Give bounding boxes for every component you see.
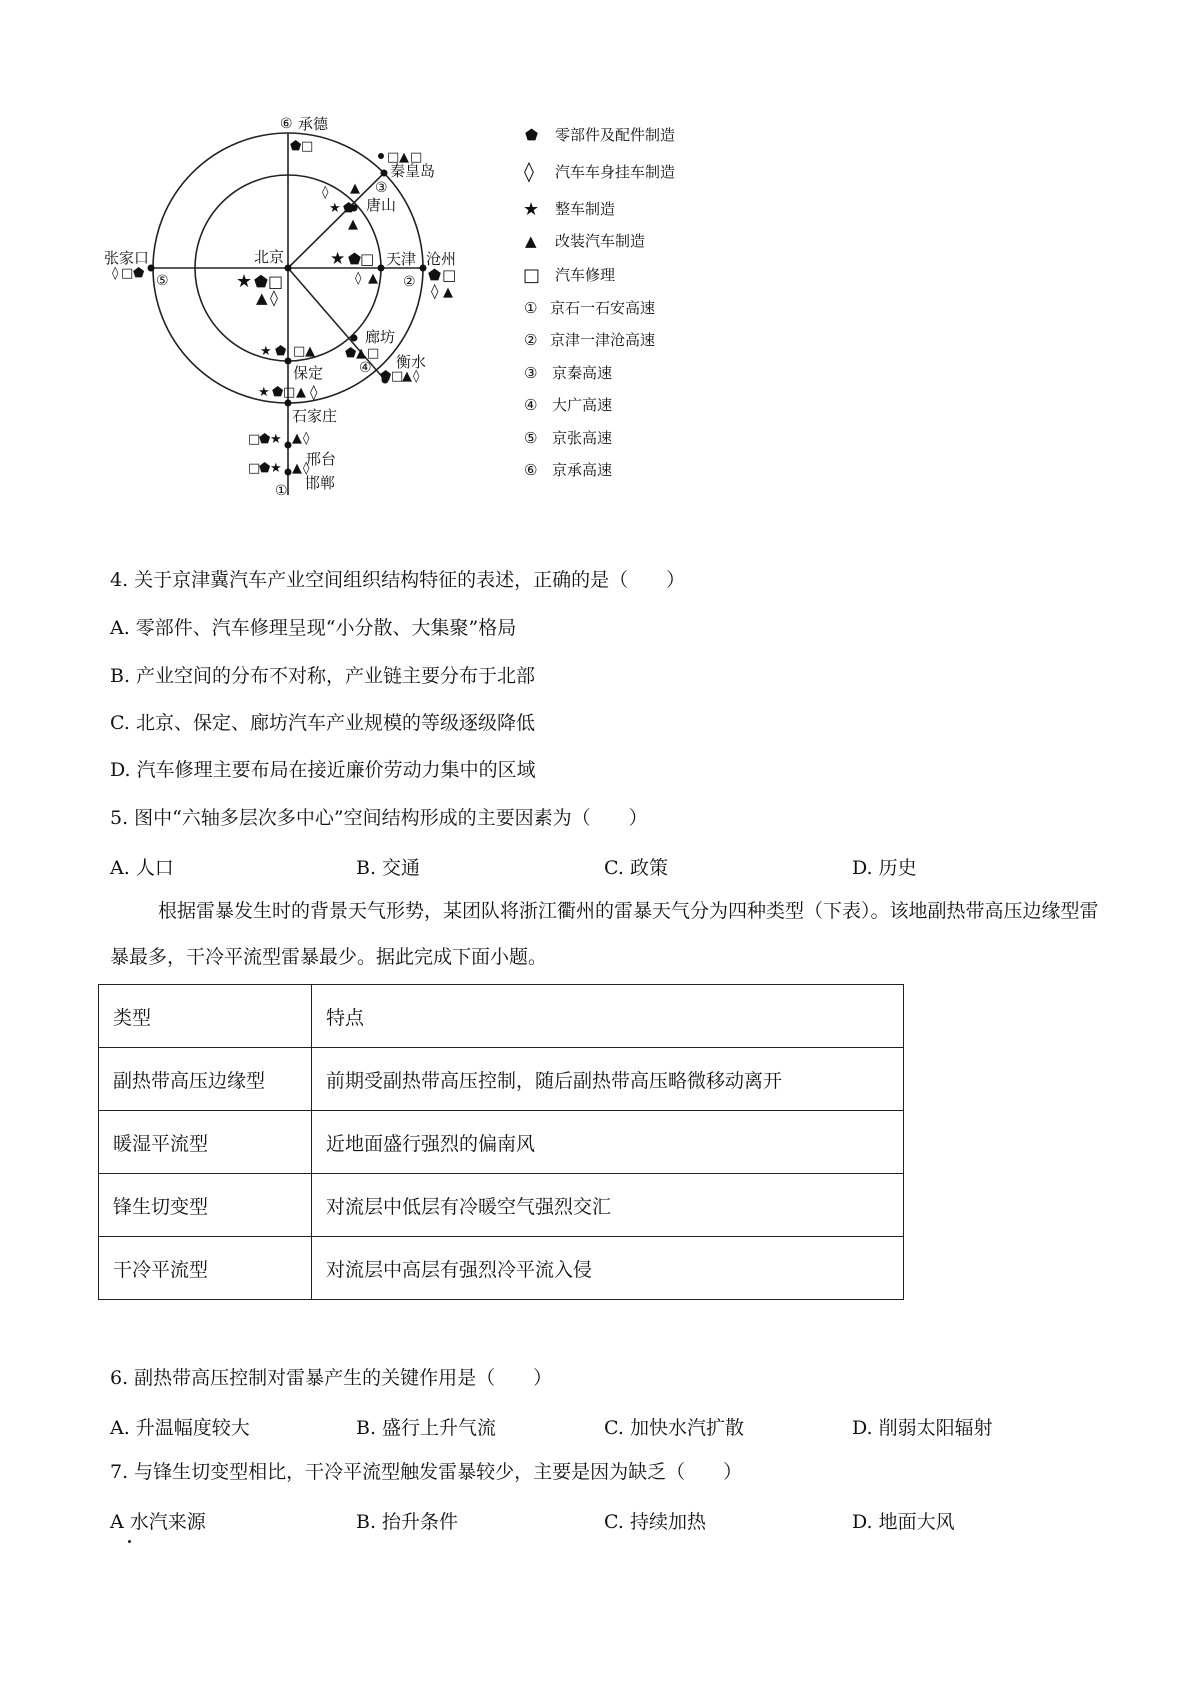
diamond-icon: ◊ bbox=[270, 288, 278, 307]
question-6-option-c: C. 加快水汽扩散 bbox=[604, 1417, 744, 1439]
legend bbox=[523, 126, 675, 479]
question-6-options bbox=[110, 1413, 1110, 1437]
table-cell-feature: 对流层中高层有强烈冷平流入侵 bbox=[312, 1237, 904, 1300]
pentagon-icon: ⬟ bbox=[380, 369, 392, 384]
question-4-option-a: A. 零部件、汽车修理呈现“小分散、大集聚”格局 bbox=[110, 617, 517, 639]
question-7-option-c: C. 持续加热 bbox=[604, 1511, 706, 1533]
triangle-icon: ▲ bbox=[443, 285, 453, 300]
diamond-icon: ◊ bbox=[303, 461, 310, 476]
square-icon: □ bbox=[268, 272, 284, 291]
diamond-icon: ◊ bbox=[303, 431, 310, 446]
pentagon-icon: ⬟ bbox=[343, 201, 355, 216]
pentagon-icon: ⬟ bbox=[133, 266, 145, 281]
city-label-cangzhou: 沧州 bbox=[426, 250, 457, 268]
city-label-tangshan: 唐山 bbox=[366, 196, 397, 214]
square-icon: □ bbox=[293, 344, 306, 359]
triangle-icon: ▲ bbox=[350, 181, 360, 196]
question-4-option-c: C. 北京、保定、廊坊汽车产业规模的等级逐级降低 bbox=[110, 712, 535, 734]
pentagon-icon: ⬟ bbox=[259, 461, 271, 476]
diamond-icon: ◊ bbox=[322, 185, 329, 200]
city-label-qinhuangdao: 秦皇岛 bbox=[390, 162, 436, 180]
question-5-stem: 5. 图中“六轴多层次多中心”空间结构形成的主要因素为（ ） bbox=[110, 807, 648, 829]
triangle-icon: ▲ bbox=[348, 217, 358, 232]
city-dot-beijing bbox=[285, 265, 292, 272]
baoding-symbols bbox=[258, 383, 318, 401]
city-dot-xingtai bbox=[285, 442, 292, 449]
question-5-option-b: B. 交通 bbox=[356, 857, 421, 879]
triangle-icon: ▲ bbox=[292, 461, 302, 476]
city-dot-handan bbox=[285, 469, 292, 476]
highway-marker-2: ② bbox=[403, 274, 416, 290]
legend-label: 京津一津沧高速 bbox=[550, 331, 656, 349]
table-header-feature: 特点 bbox=[312, 985, 904, 1048]
question-7-option-a: A 水汽来源 bbox=[110, 1511, 206, 1533]
triangle-icon: ▲ bbox=[296, 385, 306, 400]
legend-label: 零部件及配件制造 bbox=[555, 126, 676, 144]
legend-triangle-icon: ▲ bbox=[525, 232, 537, 250]
diamond-icon: ◊ bbox=[112, 266, 119, 281]
city-label-tianjin: 天津 bbox=[386, 250, 417, 268]
hengshui-symbols bbox=[380, 369, 420, 384]
pentagon-icon: ⬟ bbox=[275, 344, 287, 359]
dot-icon bbox=[378, 153, 384, 159]
square-icon: □ bbox=[283, 385, 296, 400]
legend-label: 汽车修理 bbox=[555, 266, 616, 284]
pentagon-icon: ⬟ bbox=[290, 139, 302, 154]
stray-dot bbox=[128, 1540, 131, 1543]
xingtai-symbols bbox=[248, 461, 310, 476]
star-icon: ★ bbox=[329, 201, 341, 216]
pentagon-icon: ⬟ bbox=[428, 266, 442, 284]
table-header-type: 类型 bbox=[99, 985, 312, 1048]
pentagon-icon: ⬟ bbox=[345, 346, 357, 361]
square-icon: □ bbox=[121, 266, 134, 281]
city-label-baoding: 保定 bbox=[293, 364, 324, 382]
city-label-langfang: 廊坊 bbox=[365, 328, 396, 346]
city-label-handan: 邯郸 bbox=[305, 474, 336, 492]
highway-marker-1: ① bbox=[275, 483, 288, 499]
square-icon: □ bbox=[442, 266, 457, 284]
auto-industry-diagram bbox=[100, 110, 780, 550]
star-icon: ★ bbox=[260, 344, 272, 359]
triangle-icon: ▲ bbox=[256, 289, 268, 307]
square-icon: □ bbox=[301, 139, 314, 154]
table-cell-feature: 近地面盛行强烈的偏南风 bbox=[312, 1111, 904, 1174]
square-icon: □ bbox=[248, 461, 261, 476]
city-label-shijiazhuang: 石家庄 bbox=[292, 407, 338, 425]
question-6-option-b: B. 盛行上升气流 bbox=[356, 1417, 497, 1439]
legend-label: 汽车车身挂车制造 bbox=[555, 163, 676, 181]
question-5-option-a: A. 人口 bbox=[110, 857, 174, 879]
table-cell-type: 锋生切变型 bbox=[99, 1174, 312, 1237]
legend-star-icon: ★ bbox=[523, 199, 540, 220]
triangle-icon: ▲ bbox=[402, 369, 412, 384]
legend-marker-4: ④ bbox=[524, 396, 538, 414]
question-7-option-b: B. 抬升条件 bbox=[356, 1511, 459, 1533]
diamond-icon: ◊ bbox=[431, 282, 439, 300]
city-label-hengshui: 衡水 bbox=[396, 353, 427, 371]
shijiazhuang-symbols bbox=[248, 431, 310, 447]
table-row bbox=[99, 1174, 904, 1237]
city-label-chengde: 承德 bbox=[298, 115, 329, 133]
question-4-option-b: B. 产业空间的分布不对称，产业链主要分布于北部 bbox=[110, 665, 536, 687]
legend-marker-6: ⑥ bbox=[524, 461, 538, 479]
tangshan-symbols bbox=[322, 181, 360, 232]
legend-diamond-icon: ◊ bbox=[524, 159, 534, 183]
question-6-option-d: D. 削弱太阳辐射 bbox=[852, 1417, 993, 1439]
table-cell-feature: 对流层中低层有冷暖空气强烈交汇 bbox=[312, 1174, 904, 1237]
question-6-option-a: A. 升温幅度较大 bbox=[110, 1417, 250, 1439]
city-dot-qinhuangdao bbox=[381, 170, 388, 177]
legend-label: 改装汽车制造 bbox=[555, 232, 646, 250]
city-label-beijing: 北京 bbox=[254, 248, 285, 266]
diamond-icon: ◊ bbox=[355, 271, 362, 286]
city-dot-langfang bbox=[351, 335, 358, 342]
question-7-options bbox=[110, 1507, 1110, 1531]
table-header-row bbox=[99, 985, 904, 1048]
city-label-xingtai: 邢台 bbox=[306, 450, 337, 468]
triangle-icon: ▲ bbox=[368, 271, 378, 286]
thunderstorm-type-table bbox=[98, 984, 904, 1300]
star-icon: ★ bbox=[270, 432, 282, 447]
question-7-stem: 7. 与锋生切变型相比，干冷平流型触发雷暴较少，主要是因为缺乏（ ） bbox=[110, 1461, 743, 1483]
square-icon: □ bbox=[391, 369, 404, 384]
pentagon-icon: ⬟ bbox=[254, 272, 268, 291]
passage-intro: 根据雷暴发生时的背景天气形势，某团队将浙江衢州的雷暴天气分为四种类型（下表）。该地副热带高压边缘型雷暴最多，干冷平流型雷暴最少。据此完成下面小题。 bbox=[110, 900, 1099, 968]
question-5-option-d: D. 历史 bbox=[852, 857, 917, 879]
table-row bbox=[99, 1237, 904, 1300]
table-cell-feature: 前期受副热带高压控制，随后副热带高压略微移动离开 bbox=[312, 1048, 904, 1111]
question-5-option-c: C. 政策 bbox=[604, 857, 668, 879]
tianjin-symbols bbox=[330, 249, 378, 286]
pentagon-icon: ⬟ bbox=[272, 385, 284, 400]
zhangjiakou-symbols bbox=[112, 266, 145, 281]
highway-marker-4: ④ bbox=[359, 360, 372, 376]
table-row bbox=[99, 1048, 904, 1111]
triangle-icon: ▲ bbox=[305, 344, 315, 359]
question-7-option-d: D. 地面大风 bbox=[852, 1511, 955, 1533]
legend-label: 京承高速 bbox=[552, 461, 613, 479]
question-4-stem: 4. 关于京津冀汽车产业空间组织结构特征的表述，正确的是（ ） bbox=[110, 569, 686, 591]
legend-marker-3: ③ bbox=[524, 364, 538, 382]
legend-label: 京秦高速 bbox=[552, 364, 613, 382]
city-label-zhangjiakou: 张家口 bbox=[104, 249, 150, 267]
city-dot-shijiazhuang bbox=[285, 400, 292, 407]
legend-label: 整车制造 bbox=[555, 200, 616, 218]
question-6-stem: 6. 副热带高压控制对雷暴产生的关键作用是（ ） bbox=[110, 1367, 553, 1389]
beijing-symbols bbox=[236, 271, 283, 307]
table-cell-type: 干冷平流型 bbox=[99, 1237, 312, 1300]
legend-label: 京石一石安高速 bbox=[550, 299, 656, 317]
square-icon: □ bbox=[360, 250, 375, 268]
qinhuangdao-symbols bbox=[378, 150, 422, 165]
legend-square-icon: □ bbox=[523, 265, 541, 286]
square-icon: □ bbox=[387, 150, 400, 165]
triangle-icon: ▲ bbox=[292, 431, 302, 446]
star-icon: ★ bbox=[330, 249, 346, 269]
triangle-icon: ▲ bbox=[356, 346, 366, 361]
table-row bbox=[99, 1111, 904, 1174]
star-icon: ★ bbox=[236, 271, 253, 292]
table-cell-type: 副热带高压边缘型 bbox=[99, 1048, 312, 1111]
highway-marker-6: ⑥ bbox=[280, 116, 293, 132]
legend-marker-1: ① bbox=[524, 299, 538, 317]
highway-marker-5: ⑤ bbox=[156, 273, 169, 289]
highway-marker-3: ③ bbox=[375, 180, 388, 196]
city-dot-tianjin bbox=[378, 265, 385, 272]
square-icon: □ bbox=[248, 432, 261, 447]
legend-pentagon-icon: ⬟ bbox=[525, 126, 539, 144]
langfang-symbols bbox=[345, 346, 379, 361]
star-icon: ★ bbox=[258, 385, 270, 400]
diamond-icon: ◊ bbox=[413, 369, 420, 384]
legend-marker-2: ② bbox=[524, 331, 538, 349]
question-4-option-d: D. 汽车修理主要布局在接近廉价劳动力集中的区域 bbox=[110, 759, 536, 781]
legend-marker-5: ⑤ bbox=[524, 429, 538, 447]
square-icon: □ bbox=[410, 150, 423, 165]
pentagon-icon: ⬟ bbox=[259, 432, 271, 447]
diamond-icon: ◊ bbox=[310, 383, 318, 401]
star-icon: ★ bbox=[270, 461, 282, 476]
legend-label: 大广高速 bbox=[552, 396, 613, 414]
chengde-symbols bbox=[290, 139, 313, 154]
triangle-icon: ▲ bbox=[399, 150, 409, 165]
question-5-options bbox=[110, 853, 1110, 877]
legend-label: 京张高速 bbox=[552, 429, 613, 447]
pentagon-icon: ⬟ bbox=[348, 250, 362, 268]
cangzhou-symbols bbox=[428, 266, 456, 300]
square-icon: □ bbox=[367, 346, 380, 361]
table-cell-type: 暖湿平流型 bbox=[99, 1111, 312, 1174]
